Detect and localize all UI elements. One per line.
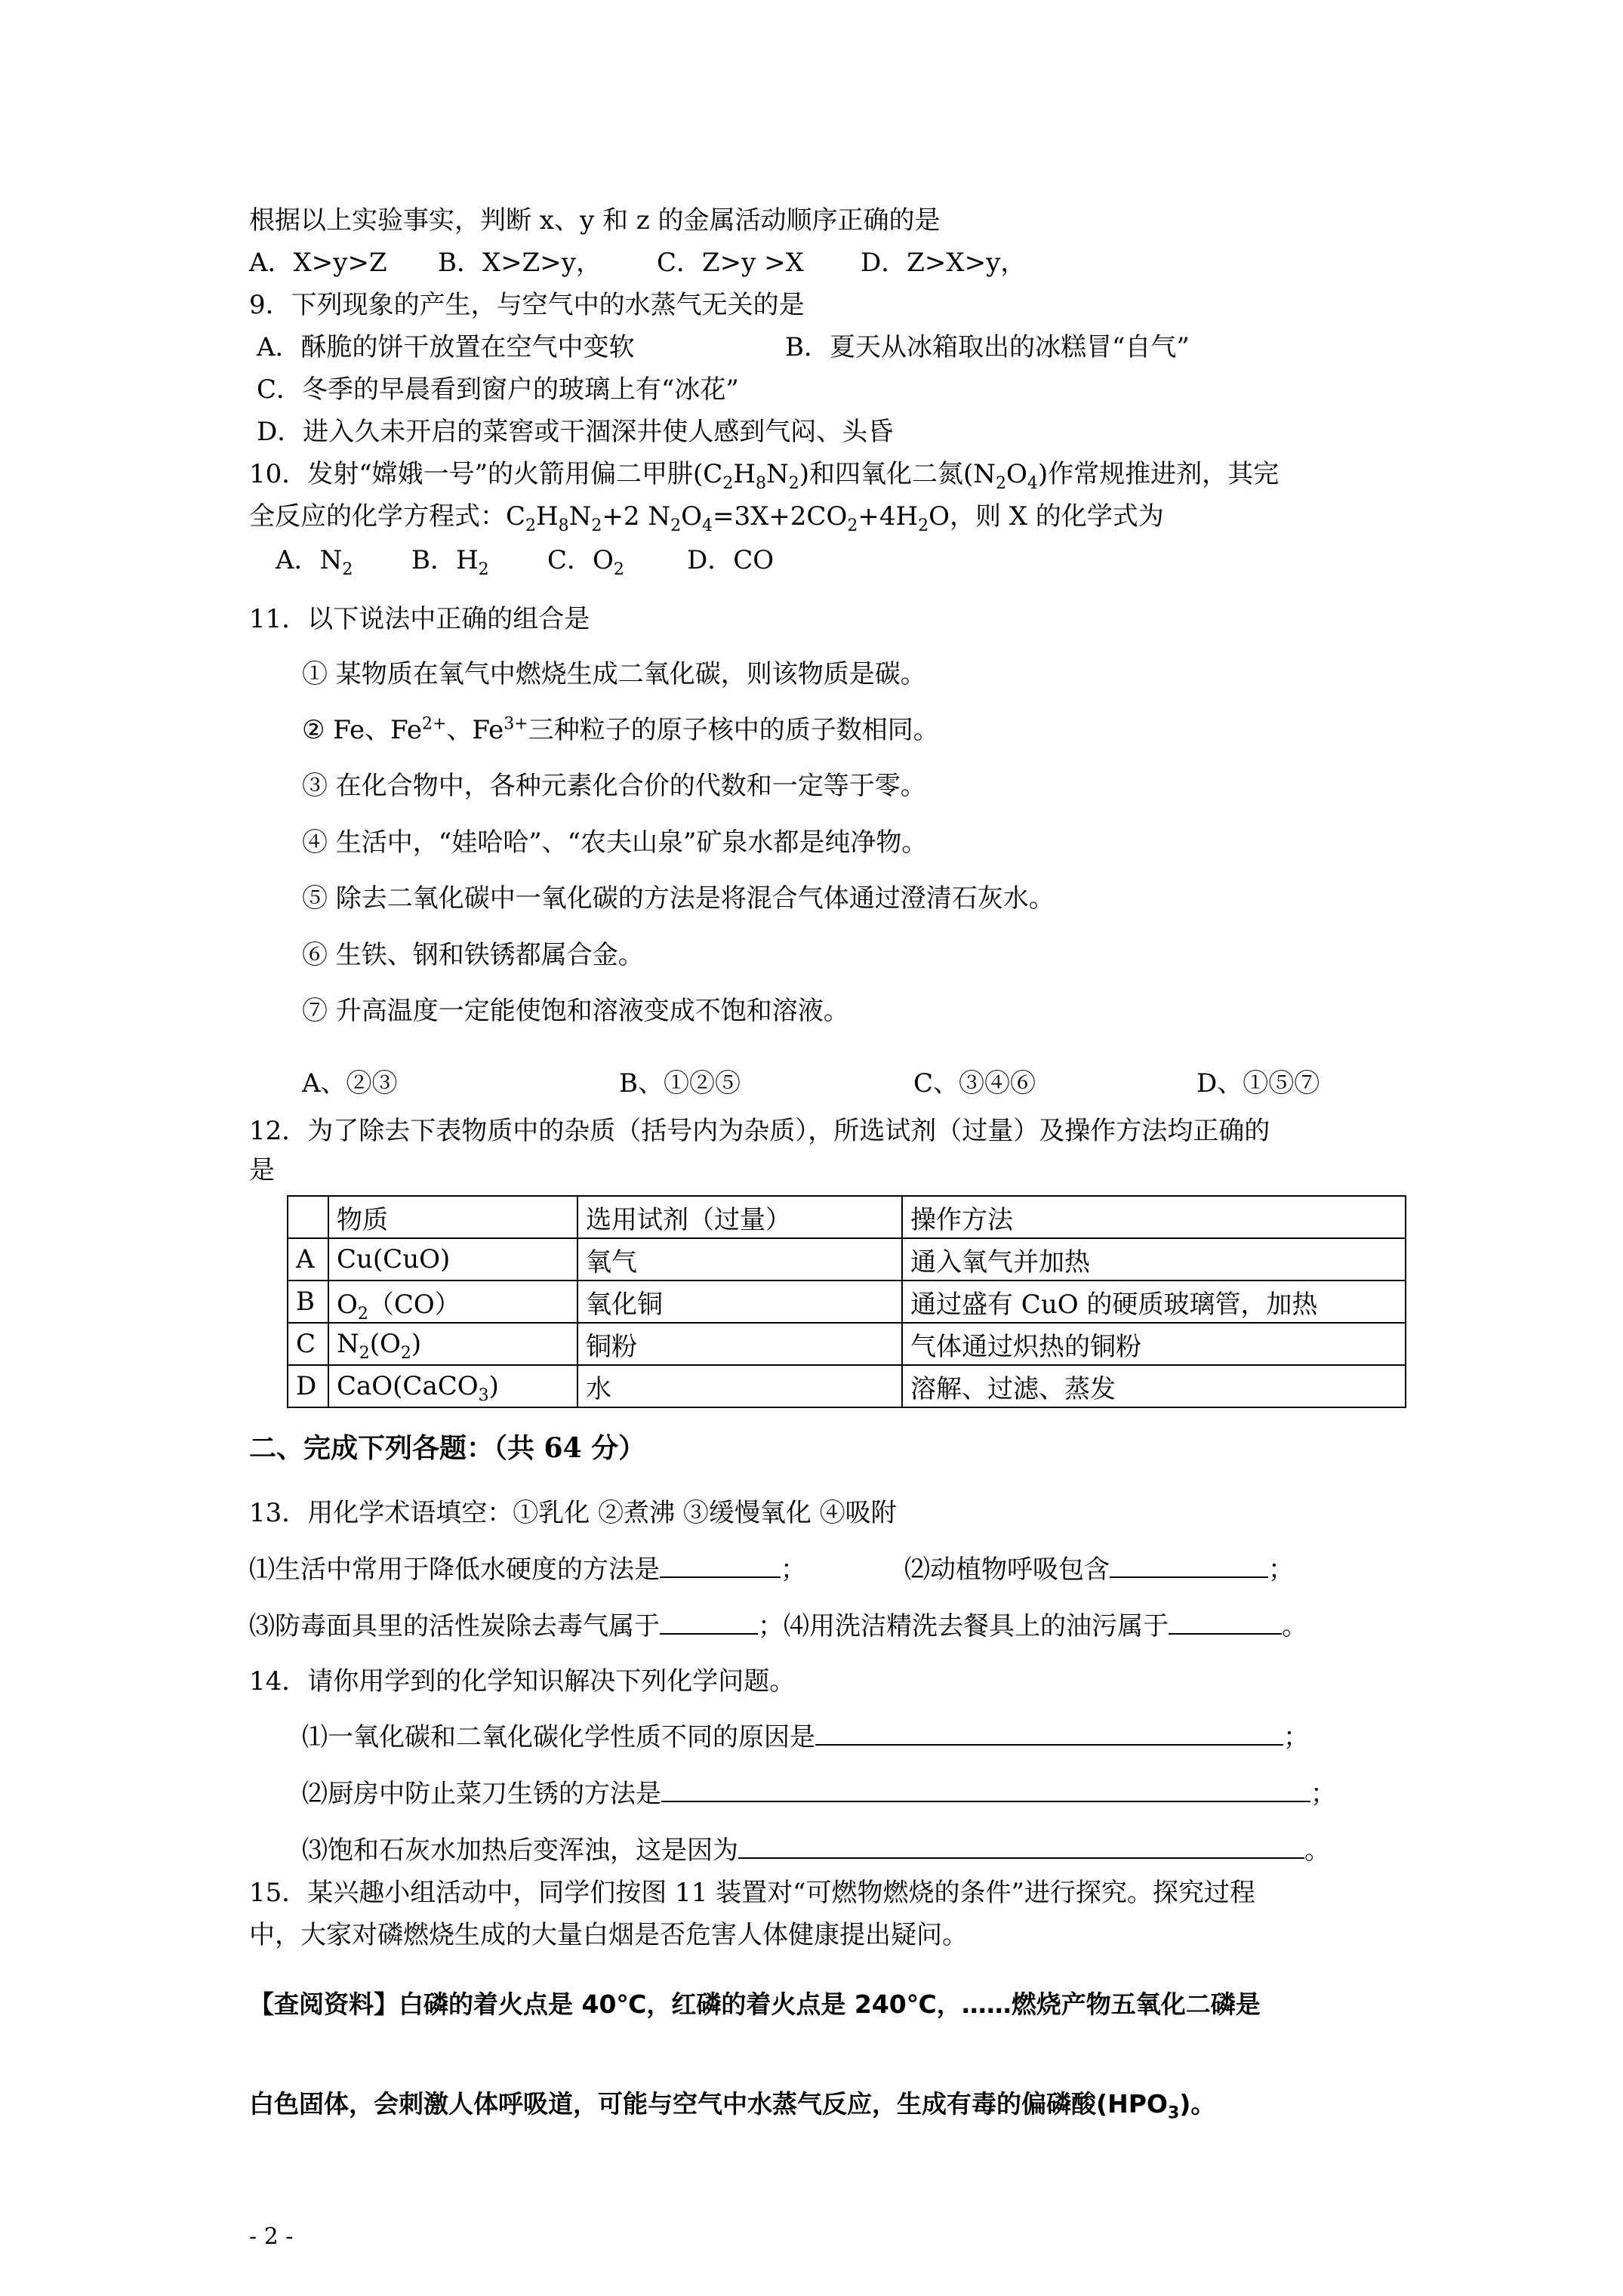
q13-line1: ⑴生活中常用于降低水硬度的方法是 ； ⑵动植物呼吸包含 ； [249,1555,1294,1585]
q10-option-a: A．$N_2$ [276,545,353,579]
q12-stem-line2: 是 [249,1155,275,1185]
q15-line2: 中，大家对磷燃烧生成的大量白烟是否危害人体健康提出疑问。 [249,1920,968,1950]
q15-line1: 15．某兴趣小组活动中，同学们按图 11 装置对“可燃物燃烧的条件”进行探究。探究过程 [249,1878,1255,1908]
q8-option-a: A．X>y>Z [249,248,387,278]
q8-option-d: D．Z>X>y， [861,248,1027,278]
q9-option-b: B．夏天从冰箱取出的冰糕冒“自气” [785,332,1190,362]
q11-statement-1: ① 某物质在氧气中燃烧生成二氧化碳，则该物质是碳。 [302,659,926,689]
q11-options [302,1068,1320,1099]
q15-info-line1: 【查阅资料】白磷的着火点是 40℃，红磷的着火点是 240℃，……燃烧产物五氧化二磷是 [249,1989,1261,2019]
q8-option-c: C．Z>y >X [657,248,804,278]
q14-part-3: ⑶饱和石灰水加热后变浑浊，这是因为 。 [302,1835,1330,1866]
q9-option-d: D．进入久未开启的菜窖或干涸深井使人感到气闷、头昏 [257,417,894,447]
q8-conclusion: 根据以上实验事实，判断 x、y 和 z 的金属活动顺序正确的是 [249,205,941,236]
q8-options [249,248,1027,278]
q12-stem-line1: 12．为了除去下表物质中的杂质（括号内为杂质），所选试剂（过量）及操作方法均正确的 [249,1116,1270,1146]
substance-cell: $N_2(O_2)$ [328,1323,577,1365]
q10-line1: 10．发射“嫦娥一号”的火箭用偏二甲肼$(C_2H_8N_2)$和四氧化二氮$(N_2O_4)$作常规推进剂，其完 [249,459,1280,493]
table-header-cell [288,1196,328,1238]
q15-info-line2: 白色固体，会刺激人体呼吸道，可能与空气中水蒸气反应，生成有毒的偏磷酸$(HPO_3)$。 [249,2089,1216,2123]
reagent-cell: 氧气 [577,1238,902,1281]
page-number: - 2 - [249,2224,294,2250]
table-row [288,1238,1406,1281]
substance-cell: CaO(CaCO$_3$) [328,1365,577,1407]
answer-blank[interactable] [738,1835,1304,1859]
q9-option-c: C．冬季的早晨看到窗户的玻璃上有“冰花” [257,374,739,405]
method-cell: 气体通过炽热的铜粉 [902,1323,1406,1365]
answer-blank[interactable] [660,1554,781,1578]
row-label: C [288,1323,328,1365]
table-header-cell: 物质 [328,1196,577,1238]
q11-option-c: C、③④⑥ [913,1068,1036,1099]
table-header-cell: 操作方法 [902,1196,1406,1238]
substance-cell: $O_2(CO)$ [328,1281,577,1323]
table-header-row [288,1196,1406,1238]
row-label: B [288,1281,328,1323]
q10-option-d: D．CO [687,545,775,575]
answer-blank[interactable] [815,1721,1283,1746]
q13-line2: ⑶防毒面具里的活性炭除去毒气属于 ；⑷用洗洁精洗去餐具上的油污属于 。 [249,1611,1307,1641]
q10-options [276,545,775,579]
method-cell: 溶解、过滤、蒸发 [902,1365,1406,1407]
q11-option-a: A、②③ [302,1068,398,1099]
substance-cell: Cu(CuO) [328,1238,577,1281]
q9-stem: 9．下列现象的产生，与空气中的水蒸气无关的是 [249,290,805,320]
reagent-cell: 水 [577,1365,902,1407]
section-title: 二、完成下列各题：（共 64 分） [249,1432,646,1464]
q11-statement-5: ⑤ 除去二氧化碳中一氧化碳的方法是将混合气体通过澄清石灰水。 [302,883,1055,914]
answer-blank[interactable] [661,1778,1310,1802]
q11-option-b: B、①②⑤ [619,1068,741,1099]
q11-statement-3: ③ 在化合物中，各种元素化合价的代数和一定等于零。 [302,771,926,801]
q11-statement-2: ② Fe、$Fe^{2+}$、$Fe^{3+}$三种粒子的原子核中的质子数相同。 [302,714,939,745]
table-row [288,1365,1406,1407]
q11-option-d: D、①⑤⑦ [1196,1068,1320,1099]
q10-option-b: B．$H_2$ [411,545,489,579]
row-label: D [288,1365,328,1407]
reagent-cell: 铜粉 [577,1323,902,1365]
q14-part-1: ⑴一氧化碳和二氧化碳化学性质不同的原因是 ； [302,1722,1309,1752]
q10-option-c: C．$O_2$ [547,545,624,579]
q11-stem: 11．以下说法中正确的组合是 [249,604,590,634]
reagent-cell: 氧化铜 [577,1281,902,1323]
q14-part-2: ⑵厨房中防止菜刀生锈的方法是 ； [302,1779,1336,1809]
answer-blank[interactable] [660,1610,758,1635]
q9-option-a: A．酥脆的饼干放置在空气中变软 [257,332,635,362]
q10-line2: 全反应的化学方程式：$C_2H_8N_2+2$ $N_2O_4=3X+2CO_2+4H_2O$，则 X 的化学式为 [249,501,1164,535]
q13-stem: 13．用化学术语填空：①乳化 ②煮沸 ③缓慢氧化 ④吸附 [249,1498,897,1528]
table-row [288,1323,1406,1365]
q14-stem: 14．请你用学到的化学知识解决下列化学问题。 [249,1666,796,1697]
q11-statement-6: ⑥ 生铁、钢和铁锈都属合金。 [302,940,644,970]
row-label: A [288,1238,328,1281]
method-cell: 通入氧气并加热 [902,1238,1406,1281]
table-header-cell: 选用试剂（过量） [577,1196,902,1238]
answer-blank[interactable] [1169,1610,1282,1635]
q8-option-b: B．X>Z>y， [438,248,602,278]
answer-blank[interactable] [1110,1554,1268,1578]
q11-statement-4: ④ 生活中，“娃哈哈”、“农夫山泉”矿泉水都是纯净物。 [302,827,928,858]
q12-table [287,1195,1406,1408]
method-cell: 通过盛有 CuO 的硬质玻璃管，加热 [902,1281,1406,1323]
q11-statement-7: ⑦ 升高温度一定能使饱和溶液变成不饱和溶液。 [302,996,849,1026]
table-row [288,1281,1406,1323]
